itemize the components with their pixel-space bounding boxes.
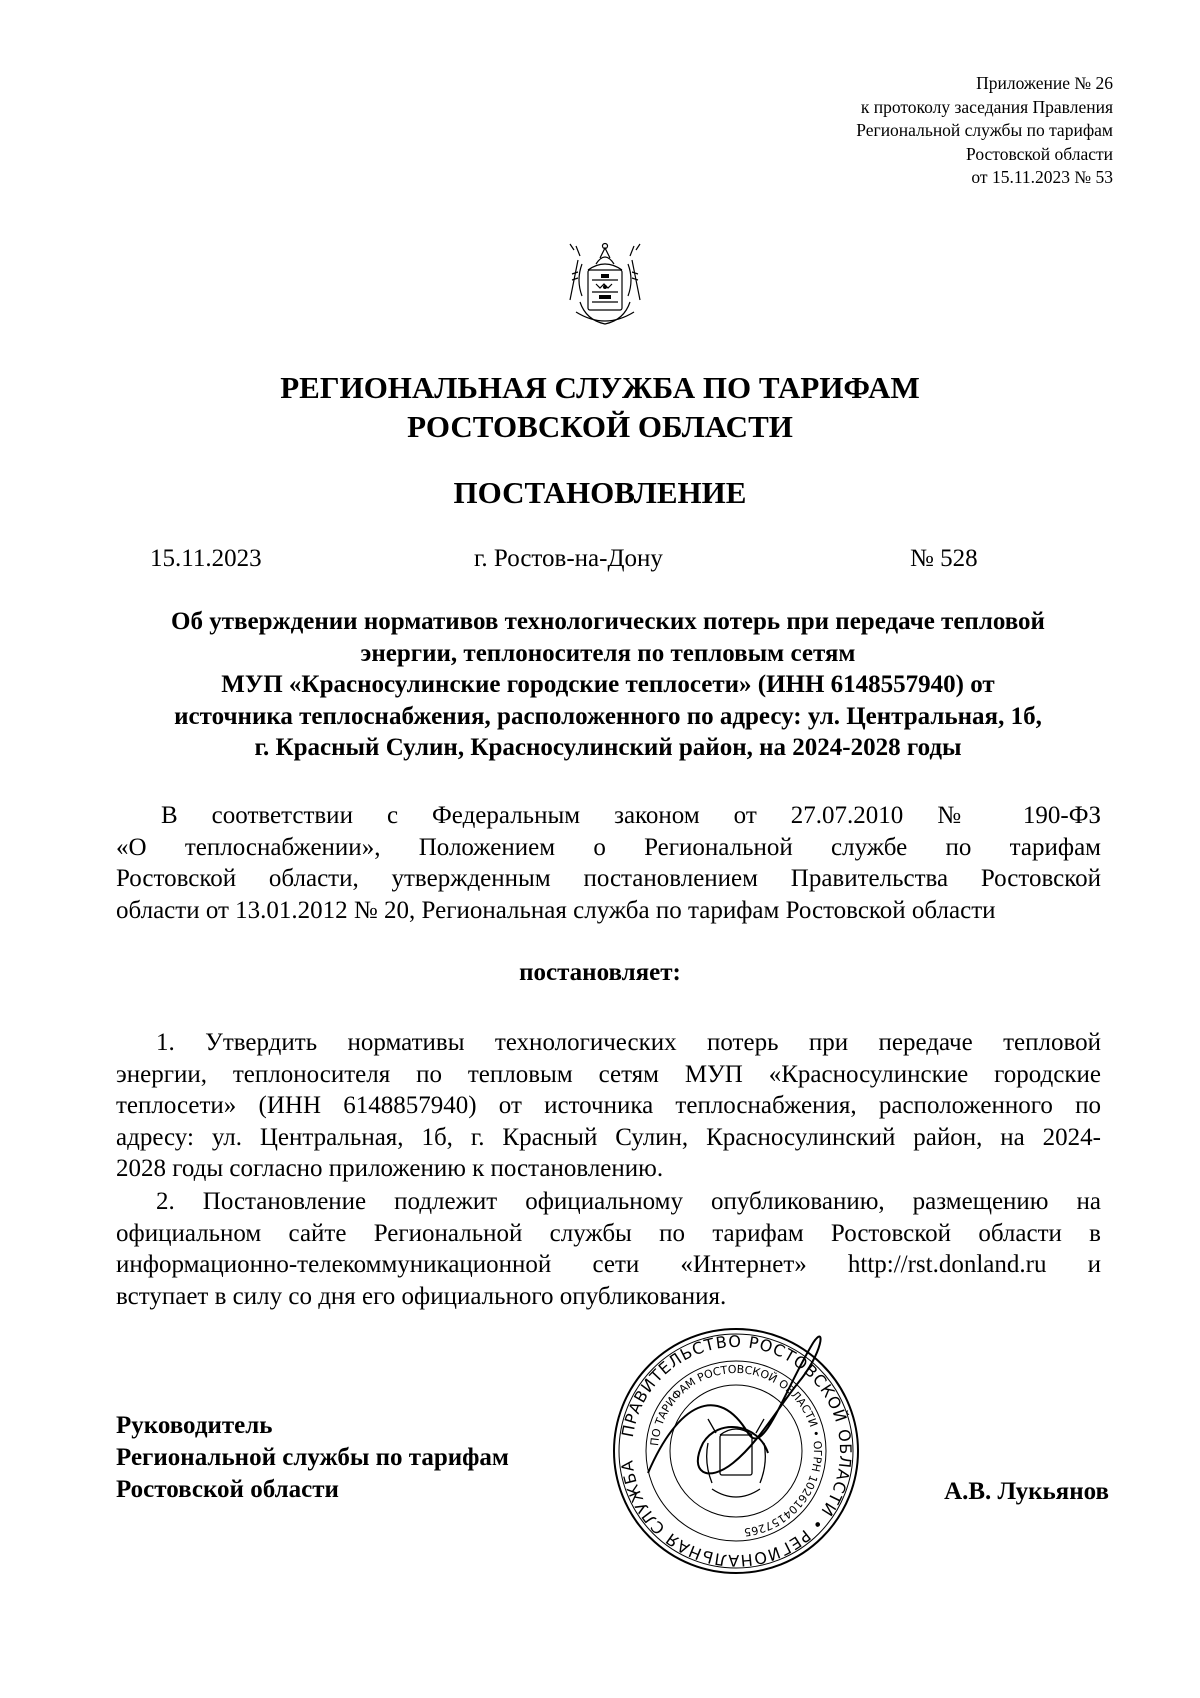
paragraph-line: Ростовской области, утвержденным постановлением Правительства Ростовской [116,865,1101,892]
position-line: Ростовской области [116,1476,339,1503]
paragraph-line: «О теплоснабжении», Положением о Региональной службе по тарифам [116,833,1101,861]
org-line: РЕГИОНАЛЬНАЯ СЛУЖБА ПО ТАРИФАМ [280,370,920,405]
org-line: РОСТОВСКОЙ ОБЛАСТИ [407,409,793,444]
paragraph-line: энергии, теплоносителя по тепловым сетям МУП «Красносулинские городские [116,1060,1101,1088]
document-date: 15.11.2023 [150,545,262,572]
paragraph-line: 2028 годы согласно приложению к постановлению. [116,1155,664,1182]
position-line: Руководитель [116,1412,273,1439]
decision-word: постановляет: [519,959,681,986]
document-city: г. Ростов-на-Дону [474,545,663,572]
signatory-position [116,1410,509,1506]
title-line: Об утверждении нормативов технологических потерь при передаче тепловой [171,608,1045,635]
svg-text:ПО ТАРИФАМ РОСТОВСКОЙ ОБЛАСТИ: ПО ТАРИФАМ РОСТОВСКОЙ ОБЛАСТИ • ОГРН 1026104157265 [648,1362,825,1539]
paragraph-line: информационно-телекоммуникационной сети «Интернет» http://rst.donland.ru и [116,1251,1101,1278]
appendix-note [856,72,1113,190]
title-line: г. Красный Сулин, Красносулинский район, на 2024-2028 годы [254,734,962,761]
appendix-line: к протоколу заседания Правления [860,96,1113,117]
item-1-paragraph [116,1027,1101,1185]
organization-name [0,368,1200,446]
paragraph-line: официальном сайте Региональной службы по тарифам Ростовской области в [116,1219,1101,1247]
preamble-paragraph [116,800,1101,926]
signatory-name: А.В. Лукьянов [944,1478,1109,1505]
title-line: энергии, теплоносителя по тепловым сетям [360,639,856,667]
paragraph-line: теплосети» (ИНН 6148857940) от источника теплоснабжения, расположенного по [116,1092,1101,1119]
paragraph-line: В соответствии с Федеральным законом от 27.07.2010 № 190-ФЗ [161,802,1101,829]
official-round-seal-icon [608,1323,864,1579]
position-line: Региональной службы по тарифам [116,1444,509,1471]
appendix-line: Ростовской области [966,143,1113,164]
title-line: МУП «Красносулинские городские теплосети» (ИНН 6148557940) от [221,671,995,698]
appendix-line: от 15.11.2023 № 53 [971,167,1113,187]
appendix-line: Региональной службы по тарифам [856,120,1113,140]
paragraph-line: области от 13.01.2012 № 20, Региональная служба по тарифам Ростовской области [116,896,996,924]
svg-text:ПРАВИТЕЛЬСТВО РОСТОВСКОЙ ОБЛАС: ПРАВИТЕЛЬСТВО РОСТОВСКОЙ ОБЛАСТИ • РЕГИОНАЛЬНАЯ СЛУЖБА [617,1331,856,1571]
rostov-region-coat-of-arms-icon [566,240,644,332]
paragraph-line: вступает в силу со дня его официального опубликования. [116,1282,727,1310]
document-title [110,606,1106,764]
title-line: источника теплоснабжения, расположенного по адресу: ул. Центральная, 1б, [174,702,1042,730]
item-2-paragraph [116,1186,1101,1312]
appendix-line: Приложение № 26 [976,73,1113,93]
paragraph-line: адресу: ул. Центральная, 1б, г. Красный Сулин, Красносулинский район, на 2024- [116,1123,1101,1151]
paragraph-line: 2. Постановление подлежит официальному опубликованию, размещению на [156,1188,1101,1215]
document-number: № 528 [910,545,978,572]
document-type: ПОСТАНОВЛЕНИЕ [453,475,747,510]
paragraph-line: 1. Утвердить нормативы технологических потерь при передаче тепловой [156,1029,1101,1056]
